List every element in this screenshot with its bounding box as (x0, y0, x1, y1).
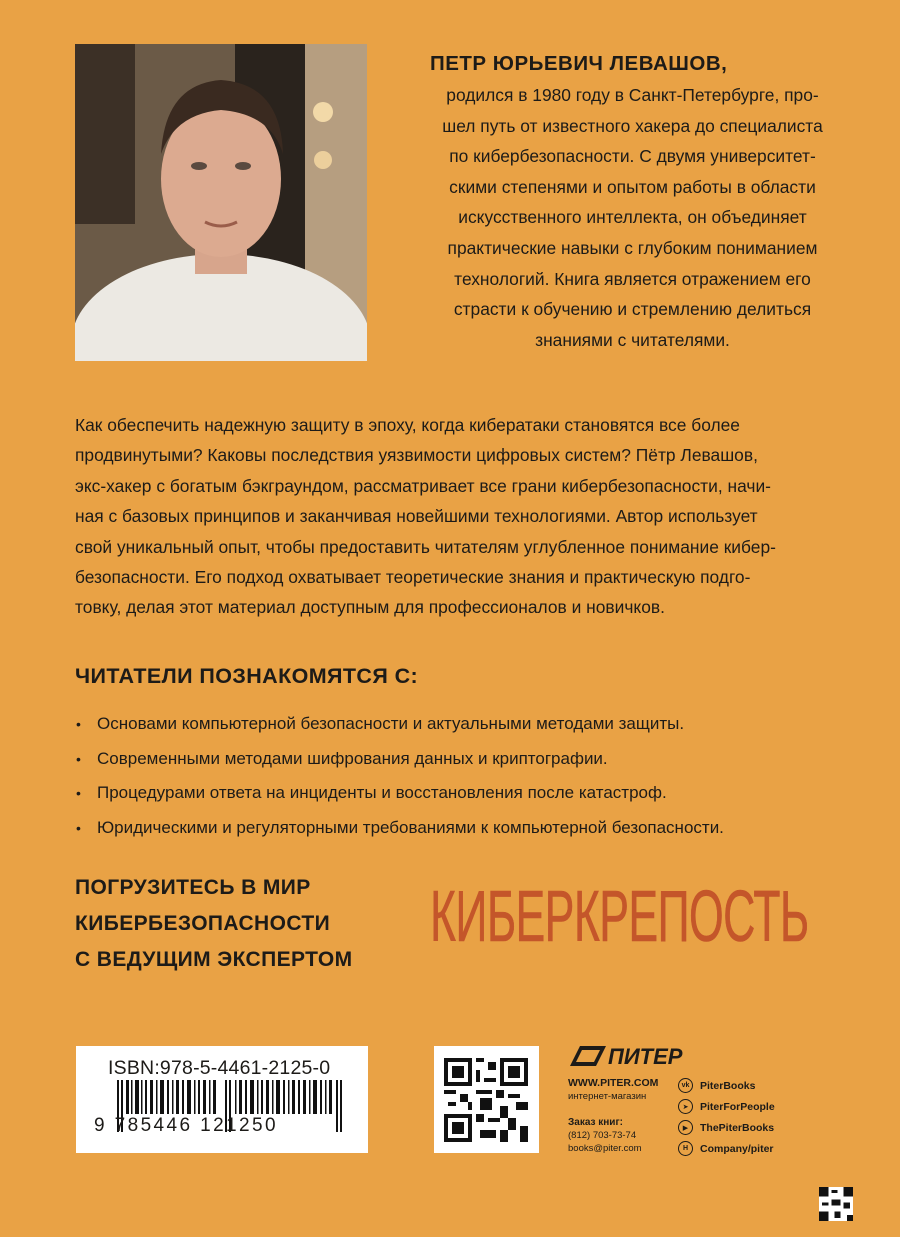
qr-code (434, 1046, 539, 1153)
order-label: Заказ книг: (568, 1117, 623, 1128)
book-title: КИБЕРКРЕПОСТЬ (430, 877, 809, 957)
qr-code-icon (444, 1058, 528, 1142)
telegram-icon: ➤ (678, 1099, 693, 1114)
isbn-text: ISBN:978-5-4461-2125-0 (108, 1057, 331, 1079)
bio-line: практические навыки с глубоким пониманием (447, 237, 818, 258)
book-description (75, 410, 835, 623)
list-item: • Процедурами ответа на инциденты и восстановления после катастроф. (75, 776, 845, 811)
bio-line: искусственного интеллекта, он объединяет (458, 207, 807, 228)
author-bio (410, 80, 855, 355)
readers-heading: ЧИТАТЕЛИ ПОЗНАКОМЯТСЯ С: (75, 664, 419, 688)
bio-line: по кибербезопасности. С двумя университет- (449, 146, 816, 167)
social-youtube (678, 1117, 775, 1138)
piter-logo (568, 1042, 698, 1070)
list-item: • Основами компьютерной безопасности и актуальными методами защиты. (75, 707, 845, 742)
description-line: продвинутыми? Каковы последствия уязвимости цифровых систем? Пётр Левашов, (75, 445, 758, 466)
social-label: ThePiterBooks (700, 1121, 775, 1134)
bio-line: знаниями с читателями. (535, 329, 730, 350)
bio-line: скими степенями и опытом работы в области (449, 176, 816, 197)
piter-logo-text: ПИТЕР (608, 1044, 683, 1069)
bio-line: родился в 1980 году в Санкт-Петербурге, про- (446, 85, 819, 105)
list-item: • Юридическими и регуляторными требованиями к компьютерной безопасности. (75, 811, 845, 846)
description-line: Как обеспечить надежную защиту в эпоху, когда кибератаки становятся все более (75, 415, 740, 435)
social-label: PiterForPeople (700, 1100, 775, 1113)
description-line: экс-хакер с богатым бэкграундом, рассматривает все грани кибербезопасности, начи- (75, 475, 771, 496)
social-vk (678, 1075, 775, 1096)
social-label: Company/piter (700, 1142, 774, 1155)
slogan-line: ПОГРУЗИТЕСЬ В МИР (75, 876, 311, 899)
description-line: безопасности. Его подход охватывает теоретические знания и практическую подго- (75, 567, 751, 588)
social-hh (678, 1138, 775, 1159)
social-links (678, 1075, 775, 1159)
publisher-shop: интернет-магазин (568, 1091, 647, 1102)
description-line: свой уникальный опыт, чтобы предоставить читателям углубленное понимание кибер- (75, 536, 776, 557)
slogan-line: КИБЕРБЕЗОПАСНОСТИ (75, 912, 331, 935)
bullet-icon: • (76, 750, 81, 767)
description-line: ная с базовых принципов и заканчивая новейшими технологиями. Автор использует (75, 506, 758, 527)
order-email: books@piter.com (568, 1143, 642, 1154)
order-phone: (812) 703-73-74 (568, 1130, 637, 1141)
bio-line: шел путь от известного хакера до специалиста (442, 115, 823, 136)
author-photo (75, 44, 367, 361)
publisher-site: WWW.PITER.COM (568, 1077, 659, 1089)
slogan-line: С ВЕДУЩИМ ЭКСПЕРТОМ (75, 948, 353, 971)
mini-qr-icon (819, 1187, 853, 1221)
slogan (75, 870, 352, 978)
list-item: • Современными методами шифрования данных и криптографии. (75, 742, 845, 777)
bio-line: страсти к обучению и стремлению делиться (453, 299, 812, 320)
social-label: PiterBooks (700, 1079, 756, 1092)
vk-icon: vk (678, 1078, 693, 1093)
readers-list (75, 707, 845, 845)
bio-line: технологий. Книга является отражением его (454, 268, 811, 289)
hh-icon: H (678, 1141, 693, 1156)
social-telegram (678, 1096, 775, 1117)
youtube-icon: ▶ (678, 1120, 693, 1135)
barcode-digits: 9 785446 121250 (94, 1115, 278, 1136)
description-line: товку, делая этот материал доступным для профессионалов и новичков. (75, 597, 665, 618)
bullet-icon: • (76, 819, 81, 836)
author-name: ПЕТР ЮРЬЕВИЧ ЛЕВАШОВ, (430, 52, 728, 75)
bullet-icon: • (76, 785, 81, 801)
bullet-icon: • (76, 716, 81, 732)
